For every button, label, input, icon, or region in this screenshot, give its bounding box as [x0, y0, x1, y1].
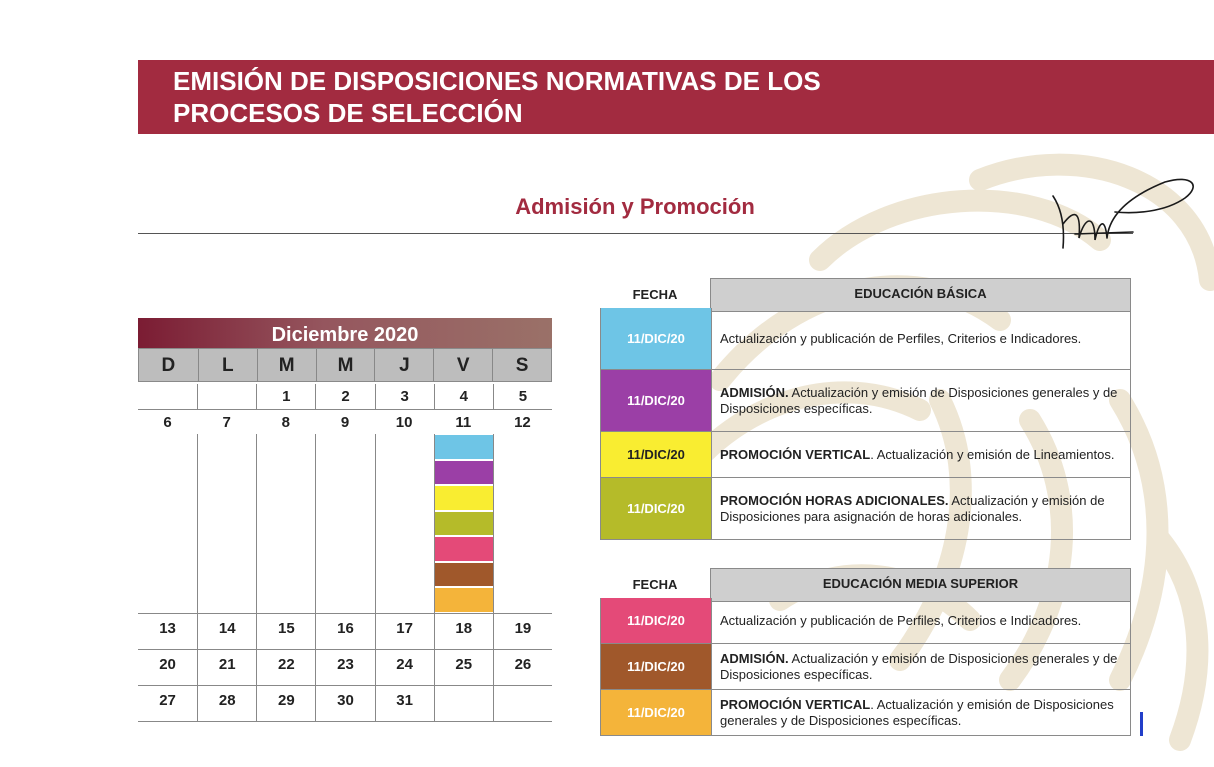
educacion-column-header: EDUCACIÓN BÁSICA	[710, 278, 1131, 312]
weekday-label: J	[374, 349, 433, 382]
description-text: Actualización y publicación de Perfiles, Criterios e Indicadores.	[720, 612, 1082, 628]
event-color-swatch	[435, 435, 493, 459]
table-row	[600, 598, 1131, 644]
description-bold: PROMOCIÓN VERTICAL	[720, 446, 871, 462]
description-bold: ADMISIÓN.	[720, 384, 789, 400]
table-row	[600, 308, 1131, 370]
banner-line-1: EMISIÓN DE DISPOSICIONES NORMATIVAS DE LOS	[173, 66, 821, 96]
description-cell	[711, 478, 1130, 539]
description-cell	[711, 308, 1130, 369]
calendar-day: 3	[375, 384, 434, 410]
table-row	[600, 370, 1131, 432]
weekday-label: M	[316, 349, 375, 382]
table-row	[600, 432, 1131, 478]
weekday-label: L	[198, 349, 257, 382]
description-text: Actualización y publicación de Perfiles, Criterios e Indicadores.	[720, 330, 1082, 346]
description-bold: ADMISIÓN.	[720, 650, 789, 666]
event-color-swatch	[435, 537, 493, 561]
table-header	[600, 278, 1131, 308]
date-cell: 11/DIC/20	[601, 308, 711, 369]
calendar-day	[434, 686, 493, 721]
description-bold: PROMOCIÓN VERTICAL	[720, 696, 871, 712]
calendar-event-block	[138, 434, 552, 614]
calendar-day: 27	[159, 692, 176, 709]
page-subtitle: Admisión y Promoción	[515, 194, 755, 219]
calendar-day: 12	[514, 414, 531, 431]
date-cell: 11/DIC/20	[601, 478, 711, 539]
table-educacion-basica	[600, 278, 1131, 540]
calendar-day: 23	[315, 650, 374, 685]
calendar-week-5	[138, 686, 552, 722]
description-cell	[711, 432, 1130, 477]
fecha-column-header: FECHA	[632, 577, 678, 592]
table-row	[600, 644, 1131, 690]
calendar-day: 26	[493, 650, 552, 685]
calendar-week-2	[138, 410, 552, 436]
description-bold: PROMOCIÓN HORAS ADICIONALES.	[720, 492, 949, 508]
description-text: Actualización y emisión de Disposiciones generales y de Disposiciones específicas.	[720, 384, 1118, 416]
calendar-day: 21	[197, 650, 256, 685]
title-banner	[138, 60, 1214, 134]
calendar-weekday-header	[138, 348, 552, 382]
calendar-day: 2	[315, 384, 374, 410]
event-color-swatch	[435, 486, 493, 510]
fecha-column-header: FECHA	[632, 287, 678, 302]
calendar-lower-weeks	[138, 614, 552, 722]
calendar-day	[138, 384, 197, 410]
event-color-stack	[434, 434, 493, 613]
date-cell: 11/DIC/20	[601, 598, 711, 643]
calendar-day: 14	[197, 614, 256, 649]
calendar-day: 15	[256, 614, 315, 649]
weekday-label: M	[257, 349, 316, 382]
table-educacion-media-superior	[600, 568, 1131, 736]
date-cell: 11/DIC/20	[601, 370, 711, 431]
table-header	[600, 568, 1131, 598]
event-color-swatch	[435, 512, 493, 536]
calendar-week-4	[138, 650, 552, 686]
date-cell: 11/DIC/20	[601, 432, 711, 477]
calendar-day: 1	[256, 384, 315, 410]
calendar-day: 9	[340, 414, 350, 431]
calendar-day: 16	[315, 614, 374, 649]
event-color-swatch	[435, 461, 493, 485]
description-cell	[711, 370, 1130, 431]
weekday-label: V	[433, 349, 492, 382]
calendar-day: 22	[256, 650, 315, 685]
description-text: . Actualización y emisión de Disposiciones generales y de Disposiciones específicas.	[720, 696, 1114, 728]
calendar-day: 8	[281, 414, 291, 431]
banner-line-2: PROCESOS DE SELECCIÓN	[173, 98, 523, 128]
description-cell	[711, 644, 1130, 689]
calendar-day: 29	[256, 686, 315, 721]
calendar-day	[493, 686, 552, 721]
calendar-day: 13	[159, 620, 176, 637]
calendar-week-1	[138, 384, 552, 410]
calendar-day: 20	[159, 656, 176, 673]
calendar-day: 10	[395, 414, 413, 431]
date-cell: 11/DIC/20	[601, 644, 711, 689]
divider	[138, 233, 1133, 234]
calendar-day: 28	[197, 686, 256, 721]
pen-mark	[1140, 712, 1143, 736]
description-cell	[711, 690, 1130, 735]
weekday-label: D	[161, 355, 176, 376]
calendar-day: 24	[375, 650, 434, 685]
calendar-day: 4	[434, 384, 493, 410]
educacion-column-header: EDUCACIÓN MEDIA SUPERIOR	[710, 568, 1131, 602]
calendar-day: 5	[493, 384, 552, 410]
weekday-label: S	[492, 349, 551, 382]
event-color-swatch	[435, 563, 493, 587]
calendar-day: 25	[434, 650, 493, 685]
calendar-day	[197, 384, 256, 410]
calendar-day: 30	[315, 686, 374, 721]
event-color-swatch	[435, 588, 493, 612]
date-cell: 11/DIC/20	[601, 690, 711, 735]
description-text: . Actualización y emisión de Lineamientos.	[870, 446, 1115, 462]
calendar-day: 31	[375, 686, 434, 721]
signature-icon	[1045, 168, 1205, 260]
calendar-day: 19	[493, 614, 552, 649]
calendar-day: 17	[375, 614, 434, 649]
table-row	[600, 478, 1131, 540]
calendar-day: 11	[455, 414, 472, 431]
description-text: Actualización y emisión de Disposiciones generales y de Disposiciones específicas.	[720, 650, 1118, 682]
description-cell	[711, 598, 1130, 643]
description-text: Actualización y emisión de Disposiciones para asignación de horas adicionales.	[720, 492, 1105, 524]
calendar-week-3	[138, 614, 552, 650]
table-row	[600, 690, 1131, 736]
calendar-day: 7	[222, 414, 231, 431]
calendar-day: 6	[163, 414, 172, 431]
calendar-month-title: Diciembre 2020	[138, 318, 552, 348]
calendar-day: 18	[434, 614, 493, 649]
